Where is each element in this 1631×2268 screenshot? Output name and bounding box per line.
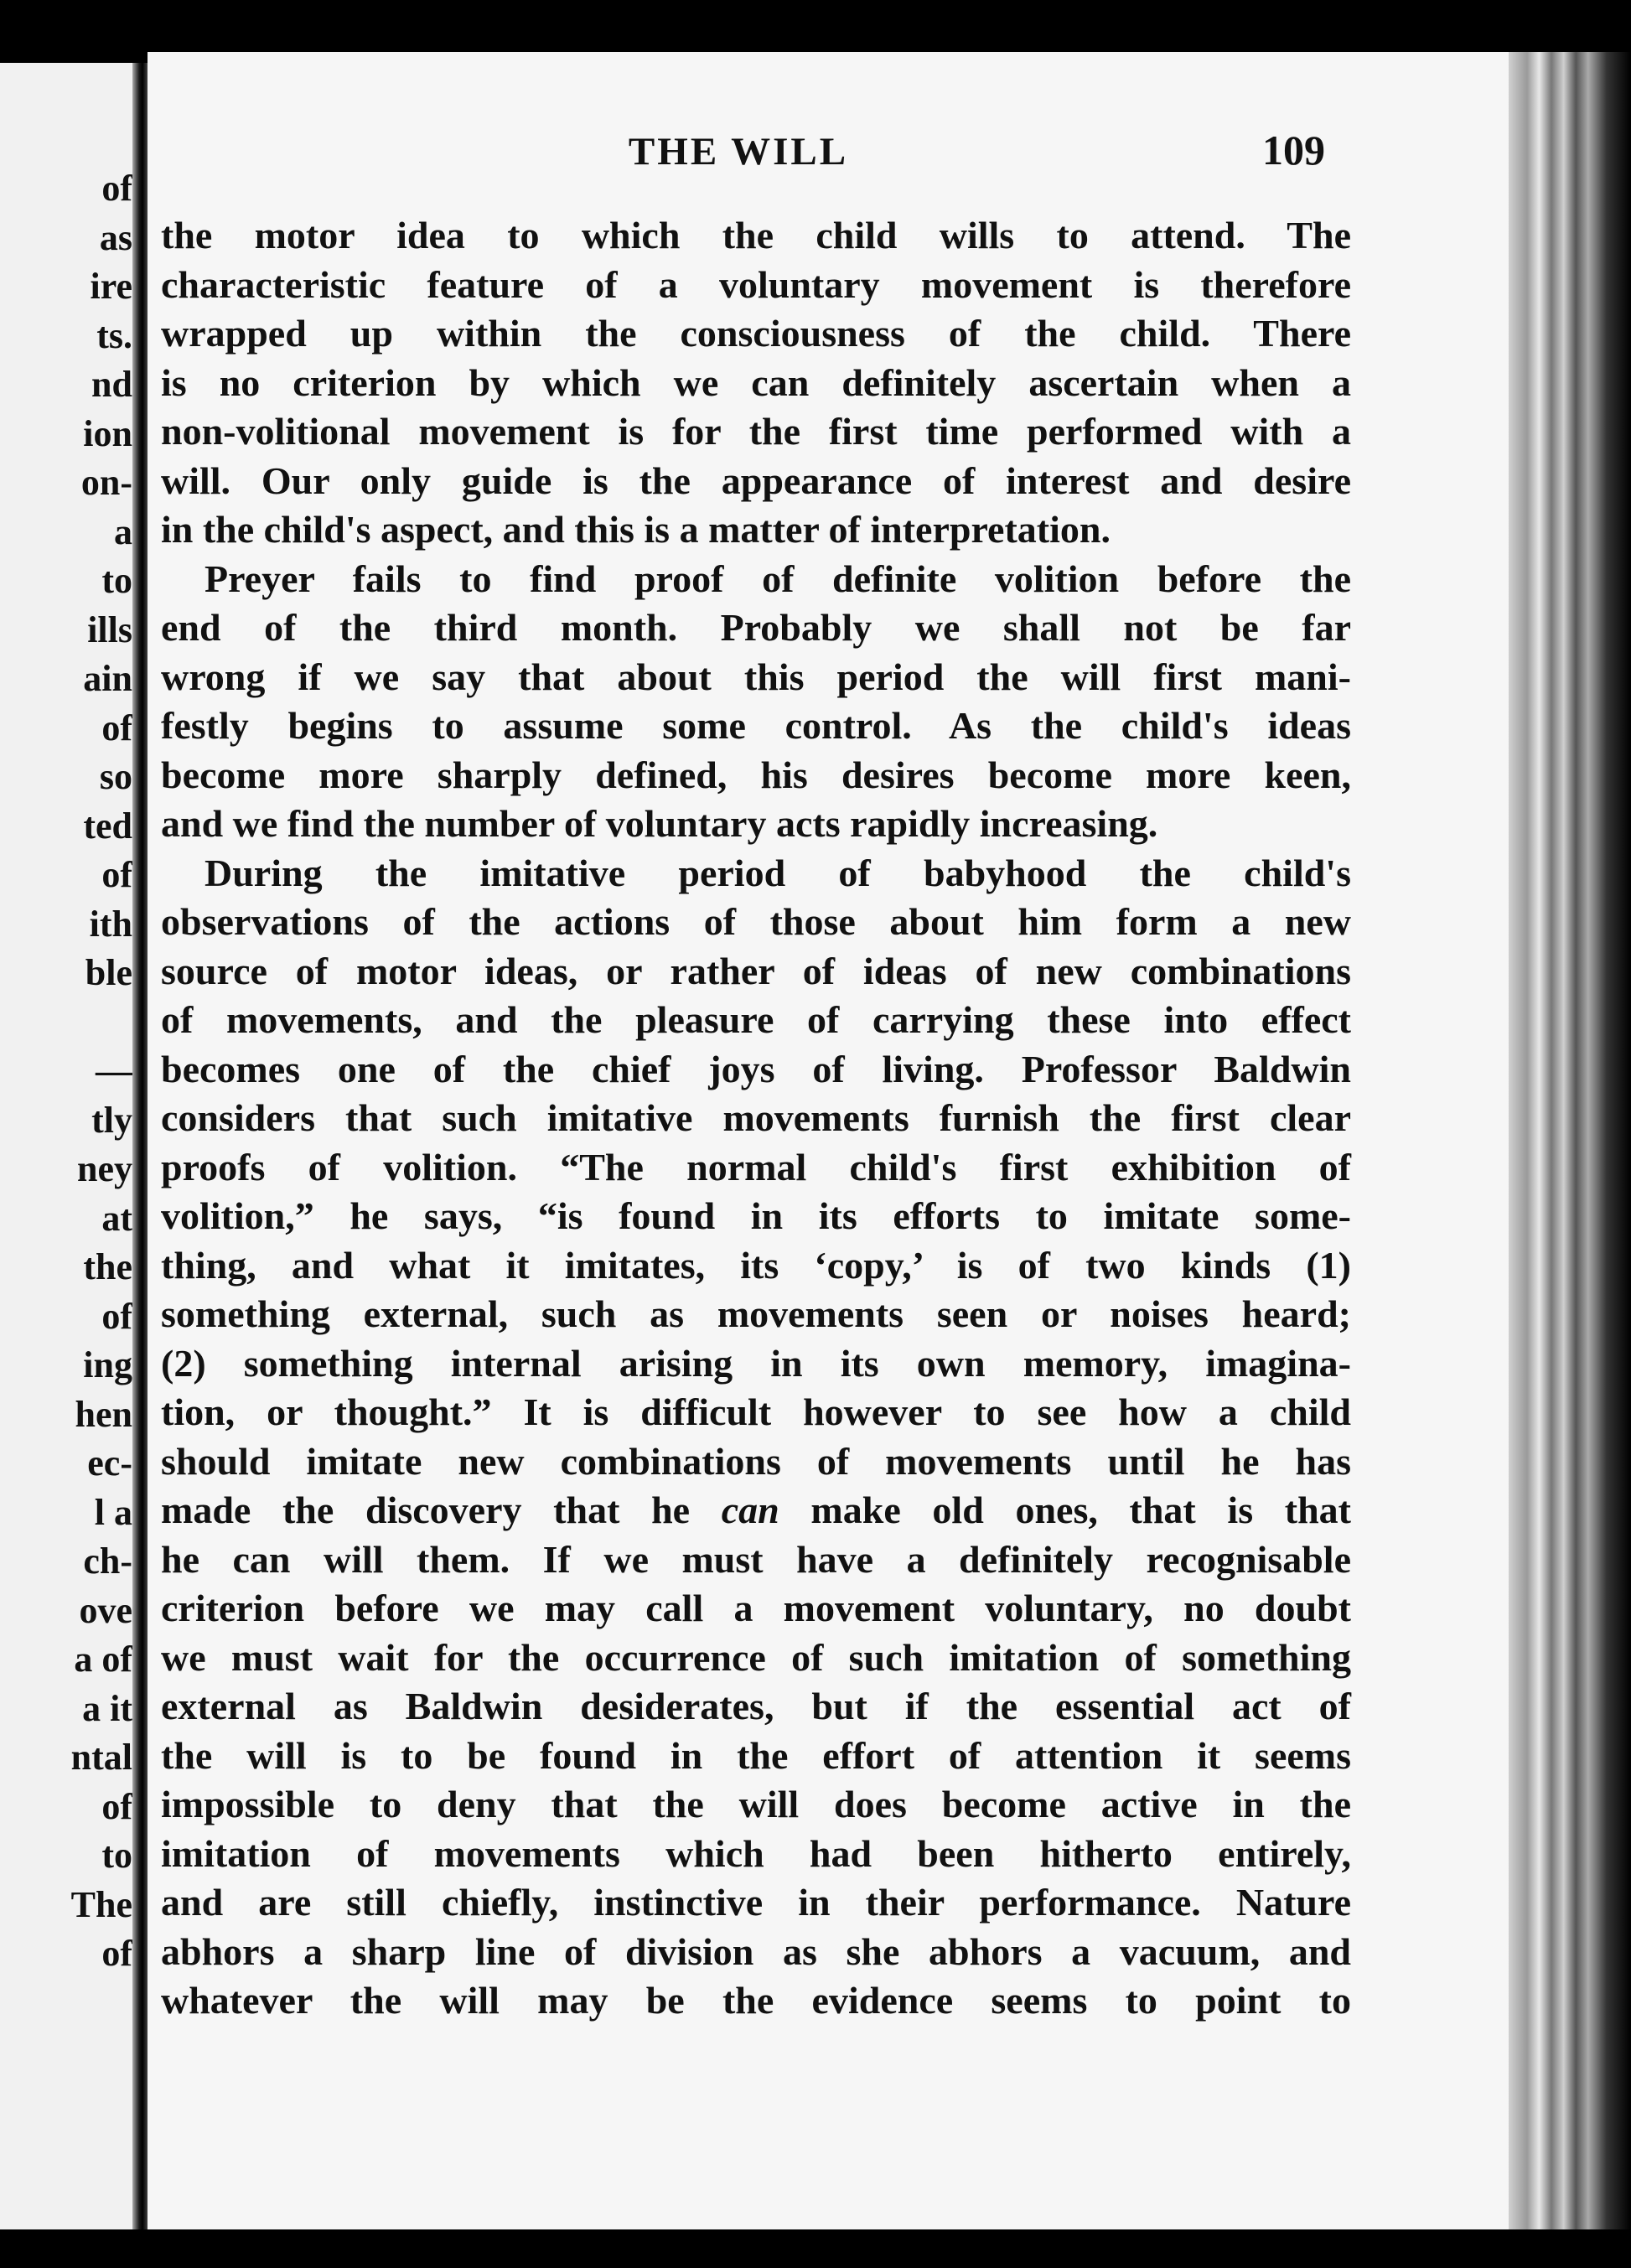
facing-page-fragment: of: [101, 1785, 132, 1827]
facing-page-fragment: ec-: [87, 1442, 132, 1484]
facing-page-fragment: of: [101, 707, 132, 748]
text-line: considers that such imitative movements furnish the first clear: [161, 1096, 1351, 1139]
facing-page-fragment: ble: [85, 952, 132, 993]
text-line: the will is to be found in the effort of attention it seems: [161, 1733, 1351, 1777]
text-line: thing, and what it imitates, its ‘copy,’ is of two kinds (1): [161, 1243, 1351, 1287]
facing-page-fragment: a of: [74, 1639, 132, 1680]
facing-page-fragment: ove: [79, 1589, 132, 1631]
text-line: observations of the actions of those about him form a new: [161, 900, 1351, 943]
text-line: volition,” he says, “is found in its efforts to imitate some-: [161, 1194, 1351, 1237]
facing-page-fragment: as: [99, 216, 132, 258]
text-line: end of the third month. Probably we shall not be far: [161, 606, 1351, 649]
text-line: festly begins to assume some control. As the child's ideas: [161, 704, 1351, 747]
scan-bottom-border: [0, 2229, 1631, 2268]
text-line: During the imitative period of babyhood the child's: [205, 851, 1351, 894]
page-body-text: [161, 211, 1351, 2026]
facing-page-fragment: ney: [77, 1148, 132, 1189]
facing-page-fragment: of: [101, 854, 132, 895]
facing-page-fragment: to: [101, 560, 132, 601]
text-line: becomes one of the chief joys of living. Professor Baldwin: [161, 1047, 1351, 1090]
text-line: become more sharply defined, his desires become more keen,: [161, 753, 1351, 796]
text-line: and we find the number of voluntary acts rapidly increasing.: [161, 802, 1158, 845]
facing-page-fragment: of: [101, 1295, 132, 1337]
facing-page-fragment: ith: [89, 903, 132, 945]
facing-page-fragment: ch-: [83, 1540, 132, 1582]
text-line: external as Baldwin desiderates, but if the essential act of: [161, 1685, 1351, 1727]
page-stack-edge: [1509, 52, 1631, 2236]
facing-page-fragment: of: [101, 168, 132, 209]
facing-page-fragment: ing: [83, 1344, 132, 1385]
text-line: source of motor ideas, or rather of ideas of new combinations: [161, 949, 1351, 992]
facing-page-fragment: nd: [91, 364, 132, 405]
facing-page-fragment: ills: [87, 608, 132, 650]
text-line: wrong if we say that about this period the will first mani-: [161, 655, 1351, 698]
text-line: in the child's aspect, and this is a matter of interpretation.: [161, 508, 1111, 551]
text-line: will. Our only guide is the appearance of interest and desire: [161, 458, 1351, 502]
facing-page-fragment: ntal: [70, 1737, 132, 1778]
facing-page-fragment: tly: [91, 1099, 132, 1141]
running-header: THE WILL: [628, 130, 849, 173]
text-line: criterion before we may call a movement voluntary, no doubt: [161, 1587, 1351, 1629]
facing-page-fragment: to: [101, 1835, 132, 1876]
facing-page-fragment: ted: [83, 805, 132, 847]
facing-page-fragment: ire: [90, 266, 132, 307]
italic-word: can: [721, 1489, 779, 1531]
text-line: wrapped up within the consciousness of the child. There: [161, 312, 1351, 355]
facing-page-fragment: ain: [83, 658, 132, 699]
text-line: he can will them. If we must have a definitely recognisable: [161, 1537, 1351, 1581]
facing-page-fragment: of: [101, 1933, 132, 1974]
text-line: something external, such as movements seen or noises heard;: [161, 1292, 1351, 1335]
text-line: made the discovery that he can make old ones, that is that: [161, 1489, 1351, 1531]
text-line: Preyer fails to find proof of definite volition before the: [205, 557, 1351, 600]
facing-page-fragment: on-: [80, 462, 132, 503]
facing-page-fragment: The: [70, 1883, 132, 1925]
text-line: non-volitional movement is for the first time performed with a: [161, 410, 1351, 453]
book-gutter: [132, 63, 149, 2234]
text-line: of movements, and the pleasure of carrying these into effect: [161, 998, 1351, 1041]
facing-page-fragment: l a: [94, 1491, 132, 1533]
page-number: 109: [1262, 127, 1325, 173]
text-line: proofs of volition. “The normal child's first exhibition of: [161, 1145, 1351, 1188]
facing-page-fragment: —: [96, 1050, 132, 1091]
facing-page-fragment: a it: [82, 1687, 132, 1729]
text-line: the motor idea to which the child wills to attend. The: [161, 214, 1351, 256]
facing-page-fragment: so: [99, 756, 132, 797]
text-line: abhors a sharp line of division as she abhors a vacuum, and: [161, 1929, 1351, 1973]
facing-page-edge: [0, 63, 144, 2234]
text-line: tion, or thought.” It is difficult however to see how a child: [161, 1390, 1351, 1433]
text-line: whatever the will may be the evidence seems to point to: [161, 1979, 1351, 2022]
facing-page-fragment: ion: [83, 412, 132, 454]
text-line: is no criterion by which we can definitely ascertain when a: [161, 360, 1351, 404]
text-line: should imitate new combinations of movements until he has: [161, 1439, 1351, 1483]
facing-page-fragment: hen: [75, 1393, 132, 1435]
facing-page-fragment: at: [101, 1197, 132, 1239]
text-line: we must wait for the occurrence of such imitation of something: [161, 1635, 1351, 1679]
facing-page-fragment: the: [83, 1246, 132, 1287]
text-line: (2) something internal arising in its own memory, imagina-: [161, 1341, 1351, 1385]
text-line: and are still chiefly, instinctive in their performance. Nature: [161, 1881, 1351, 1924]
text-line: imitation of movements which had been hitherto entirely,: [161, 1831, 1351, 1875]
facing-page-fragment: ts.: [96, 314, 132, 356]
text-line: impossible to deny that the will does become active in the: [161, 1783, 1351, 1825]
facing-page-fragment: a: [114, 510, 132, 552]
text-line: characteristic feature of a voluntary movement is therefore: [161, 262, 1351, 306]
book-page: [148, 52, 1572, 2236]
